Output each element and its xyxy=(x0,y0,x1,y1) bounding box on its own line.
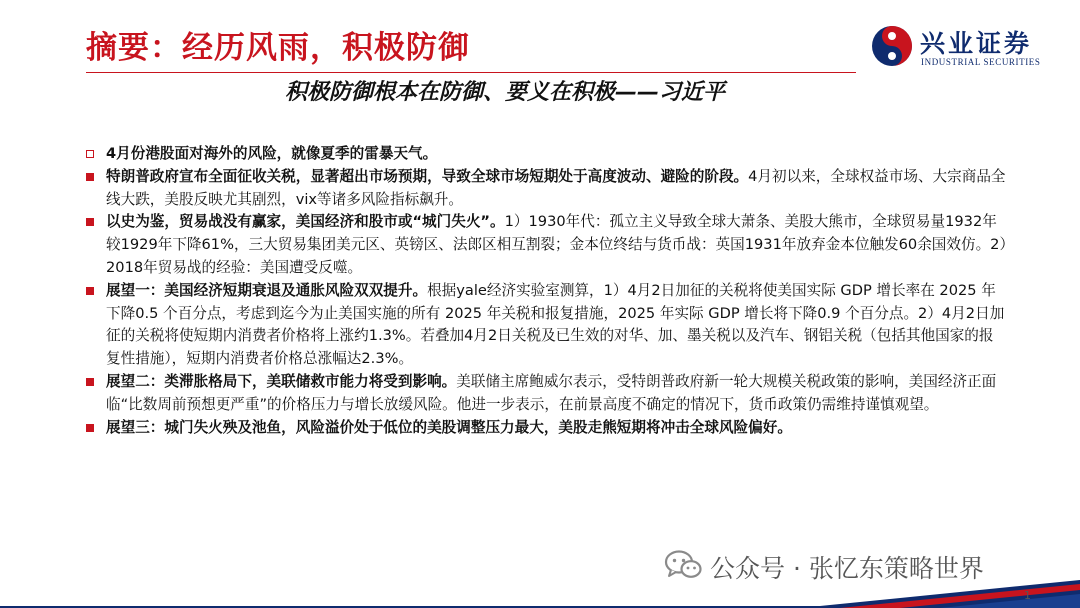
bullet-item xyxy=(86,371,1008,417)
bullet-heading: 4月份港股面对海外的风险，就像夏季的雷暴天气。 xyxy=(106,145,438,162)
bullet-body: 美联储主席鲍威尔表示，受特朗普政府新一轮大规模关税政策的影响，美国经济正面临“比数周前预想更严重”的价格压力与增长放缓风险。他进一步表示，在前景高度不确定的情况下，货币政策仍需维持谨慎观望。 xyxy=(106,372,997,413)
bullet-item xyxy=(86,417,1008,440)
hollow-square-bullet-icon xyxy=(86,150,94,158)
square-bullet-icon xyxy=(86,218,94,226)
watermark-text: 公众号 · 张忆东策略世界 xyxy=(710,554,984,583)
square-bullet-icon xyxy=(86,173,94,181)
square-bullet-icon xyxy=(86,424,94,432)
footer-decoration xyxy=(0,580,1080,608)
bullet-item xyxy=(86,166,1008,212)
logo-name-cn: 兴业证券 xyxy=(920,29,1033,58)
page-number: 1 xyxy=(1024,589,1031,602)
bullet-item xyxy=(86,280,1008,371)
bullet-heading: 展望三：城门失火殃及池鱼，风险溢价处于低位的美股调整压力最大，美股走熊短期将冲击全球风险偏好。 xyxy=(106,418,792,436)
bullet-list xyxy=(86,143,1008,439)
logo-name-en: INDUSTRIAL SECURITIES xyxy=(921,57,1041,67)
bullet-body: 4月初以来，全球权益市场、大宗商品全线大跌，美股反映尤其剧烈，vix等诸多风险指标飙升。 xyxy=(106,167,1006,208)
bullet-item xyxy=(86,143,1008,166)
wechat-icon xyxy=(664,550,702,580)
bullet-item xyxy=(86,211,1008,279)
bullet-body: 1）1930年代：孤立主义导致全球大萧条、美股大熊市，全球贸易量1932年较1929年下降61%，三大贸易集团美元区、英镑区、法郎区相互割裂；金本位终结与货币战：英国1931年放弃金本位触发60余国效仿。2）2018年贸易战的经验：美国遭受反噬。 xyxy=(106,213,1007,276)
wechat-watermark xyxy=(664,549,1064,583)
bullet-heading: 以史为鉴，贸易战没有赢家，美国经济和股市或“城门失火”。 xyxy=(106,213,505,231)
company-logo xyxy=(870,22,1065,72)
page-title: 摘要：经历风雨，积极防御 xyxy=(86,30,470,66)
logo-mark-icon xyxy=(870,24,914,68)
bullet-heading: 展望二：类滞胀格局下，美联储救市能力将受到影响。 xyxy=(106,372,457,390)
page-subtitle: 积极防御根本在防御、要义在积极——习近平 xyxy=(285,80,726,105)
title-divider xyxy=(86,72,856,73)
bullet-body: 根据yale经济实验室测算，1）4月2日加征的关税将使美国实际 GDP 增长率在 2025 年下降0.5 个百分点，考虑到迄今为止美国实施的所有 2025 年关税和报复措施，2025 年实际 GDP 增长将下降0.9 个百分点。2）4月2日加征的关税将使短期内消费者价格将上涨约1.3%。若叠加4月2日关税及已生效的对华、加、墨关税以及汽车、钢铝关税（包括其他国家的报复性措施），短期内消费者价格总涨幅达2.3%。 xyxy=(106,281,1005,368)
square-bullet-icon xyxy=(86,287,94,295)
bullet-heading: 特朗普政府宣布全面征收关税，显著超出市场预期，导致全球市场短期处于高度波动、避险的阶段。 xyxy=(106,167,749,185)
square-bullet-icon xyxy=(86,378,94,386)
bullet-heading: 展望一：美国经济短期衰退及通胀风险双双提升。 xyxy=(106,281,428,299)
